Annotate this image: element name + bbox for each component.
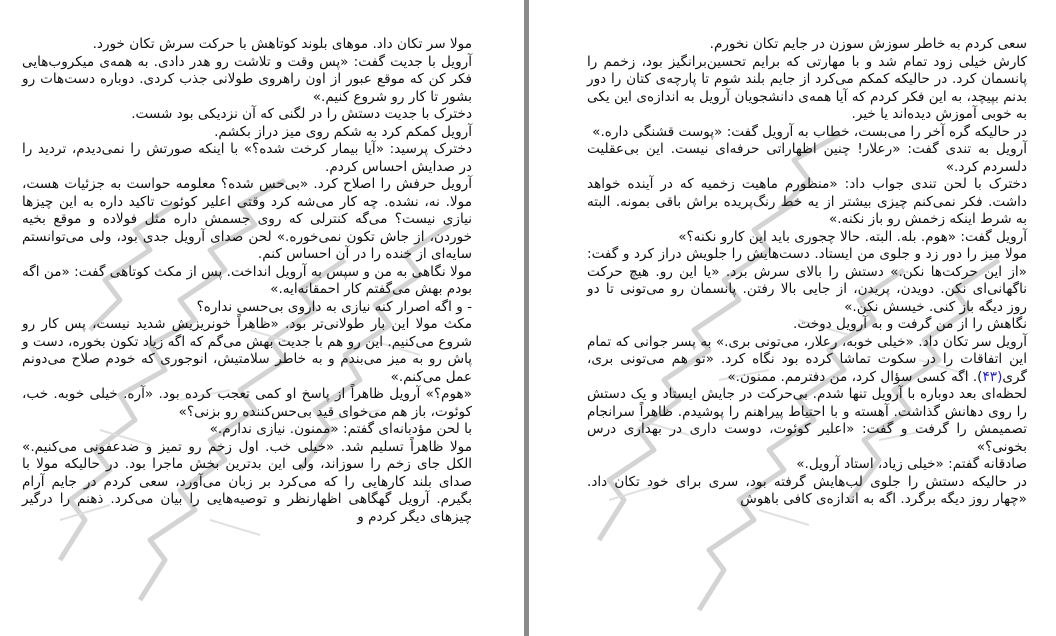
paragraph: کارش خیلی زود تمام شد و با مهارتی که برایم تحسین‌برانگیز بود، زخمم را پانسمان کرد. در حالیکه کمکم می‌کرد از جایم بلند شوم تا پارچه‌ی کتان را دور بدنم بپیچد، به این فکر کردم که آیا همه‌ی دانشجویان آرویل به اندازه‌ی این یکی به خوبی آموزش دیده‌اند یا خیر. — [587, 53, 1027, 122]
paragraph: مولا نگاهی به من و سپس به آرویل انداخت. پس از مکث کوتاهی گفت: «من اگه بودم بهش می‌گفتم کار احمقانه‌ایه.» — [22, 263, 472, 297]
paragraph: آرویل گفت: «هوم. بله. البته. حالا چجوری باید این کارو نکنه؟» — [678, 228, 1027, 245]
paragraph: صادقانه گفتم: «خیلی زیاد، استاد آرویل.» — [796, 456, 1027, 472]
paragraph: در حالیکه گره آخر را می‌بست، خطاب به آرویل گفت: «پوست قشنگی داره.» — [592, 123, 1027, 140]
left-page — [0, 0, 524, 636]
paragraph: لحظه‌ای بعد دوباره با آرویل تنها شدم. بی‌حرکت در جایش ایستاد و یک دستش را روی دهانش گذاشت. آهسته و با احتیاط پیراهنم را پوشیدم. ظاهراً سرانجام تصمیمش را گرفت و گفت: «اعلیر کوئوت، دوست داری در بهداری درس بخونی؟» — [587, 386, 1027, 455]
paragraph: در حالیکه دستش را جلوی لب‌هایش گرفته بود، سری برای خود تکان داد. «چهار روز دیگه برگرد. اگه به اندازه‌ی کافی باهوش — [587, 473, 1027, 507]
paragraph: آرویل به تندی گفت: «رعلار! چنین اظهاراتی حرفه‌ای نیست. این بی‌عقلیت دلسردم کرد.» — [587, 141, 1027, 175]
paragraph: دخترک با جدیت دستش را در لگنی که آن نزدیکی بود شست. — [131, 106, 472, 122]
paragraph: آرویل با جدیت گفت: «پس وقت و تلاشت رو هدر دادی. به همه‌ی میکروب‌هایی فکر کن که موقع عبور از اون راهروی طولانی جذب کردی. دوباره دست‌هات رو بشور تا کار رو شروع کنیم.» — [22, 53, 472, 105]
paragraph — [587, 334, 1027, 387]
paragraph: مکث مولا این بار طولانی‌تر بود. «ظاهراً خونریزیش شدید نیست، پس کار رو شروع می‌کنیم. این رو هم با جدیت بهش می‌گم که اگه زیاد تکون بخوره، دست و پاش رو به میز می‌بندم و به خاطر سلامتیش، انوجوری که خودم صلاح می‌دونم عمل می‌کنم.» — [22, 316, 472, 385]
paragraph-text: ). اگه کسی سؤال کرد، من دفترمم. ممنون.» — [727, 368, 983, 385]
paragraph: مولا میز را دور زد و جلوی من ایستاد. دست‌هایش را جلویش دراز کرد و گفت: «از این حرکت‌ها نکن.» دستش را بالای سرش برد. «یا این رو. هیچ حرکت ناگهانی‌ای نکن. دویدن، پریدن، از جایی بالا رفتن. پانسمان رو می‌تونی تا دو روز دیگه باز کنی. خیسش نکن.» — [587, 246, 1027, 315]
paragraph: نگاهش را از من گرفت و به آرویل دوخت. — [793, 316, 1027, 332]
paragraph: آرویل حرفش را اصلاح کرد. «بی‌حس شده؟ معلومه حواست به جزئیات هست، مولا. نه، نشده. چه کار می‌شه کرد وقتی اعلیر کوئوت تاکید داره به این چیزها نیازی نیست؟ می‌گه کنترلی که روی جسمش داره مثل فولاده و موقع بخیه خوردن، از جاش تکون نمی‌خوره.» لحن صدای آرویل جدی بود، ولی می‌توانستم سایه‌ای از خنده را در آن احساس کنم. — [22, 176, 472, 262]
paragraph: دخترک پرسید: «آیا بیمار کرخت شده؟» با اینکه صورتش را نمی‌دیدم، تردید را در صدایش احساس کردم. — [22, 141, 472, 175]
paragraph: مولا سر تکان داد. موهای بلوند کوتاهش با حرکت سرش تکان خورد. — [92, 36, 472, 52]
right-page-text — [587, 36, 1027, 509]
paragraph: مولا ظاهراً تسلیم شد. «خیلی خب. اول زخم رو تمیز و ضدعفونی می‌کنیم.» الکل جای زخم را سوزاند، ولی این بدترین بخش ماجرا بود. در حالیکه مولا با صدای بلند کارهایی را که می‌کرد بر زبان می‌آورد، سعی کردم در جایم آرام بگیرم. آرویل گهگاهی اظهارنظر و توصیه‌هایی را بیان می‌کرد. ذهنم را درگیر چیزهای دیگر کردم و — [22, 438, 472, 525]
paragraph-text: آرویل سر تکان داد. «خیلی خوبه، رعلار، می‌تونی بری.» به پسر جوانی که تمام این اتفاقات را در سکوت تماشا کرده بود نگاه کرد. «تو هم می‌تونی بری، گری — [587, 333, 1027, 385]
paragraph: «هوم؟» آرویل ظاهراً از پاسخ او کمی تعجب کرده بود. «آره. خیلی خوبه. خب، کوئوت، باز هم می‌خوای قید بی‌حس‌کننده رو بزنی؟» — [22, 386, 472, 420]
footnote-link[interactable]: (۴۳ — [982, 368, 1003, 385]
paragraph: با لحن مؤدبانه‌ای گفتم: «ممنون. نیازی ندارم.» — [209, 421, 472, 437]
paragraph: آرویل کمکم کرد به شکم روی میز دراز بکشم. — [214, 123, 472, 140]
paragraph: سعی کردم به خاطر سوزش سوزن در جایم تکان نخورم. — [709, 36, 1027, 52]
right-page — [529, 0, 1056, 636]
paragraph: - و اگه اصرار کنه نیازی به داروی بی‌حسی نداره؟ — [196, 298, 472, 315]
left-page-text — [22, 36, 472, 526]
paragraph: دخترک با لحن تندی جواب داد: «منظورم ماهیت زخمیه که در آینده خواهد داشت. فکر نمی‌کنم چیزی بیشتر از یه خط رنگ‌پریده براش باقی بمونه. البته به شرط اینکه زخمش رو باز نکنه.» — [587, 176, 1027, 227]
